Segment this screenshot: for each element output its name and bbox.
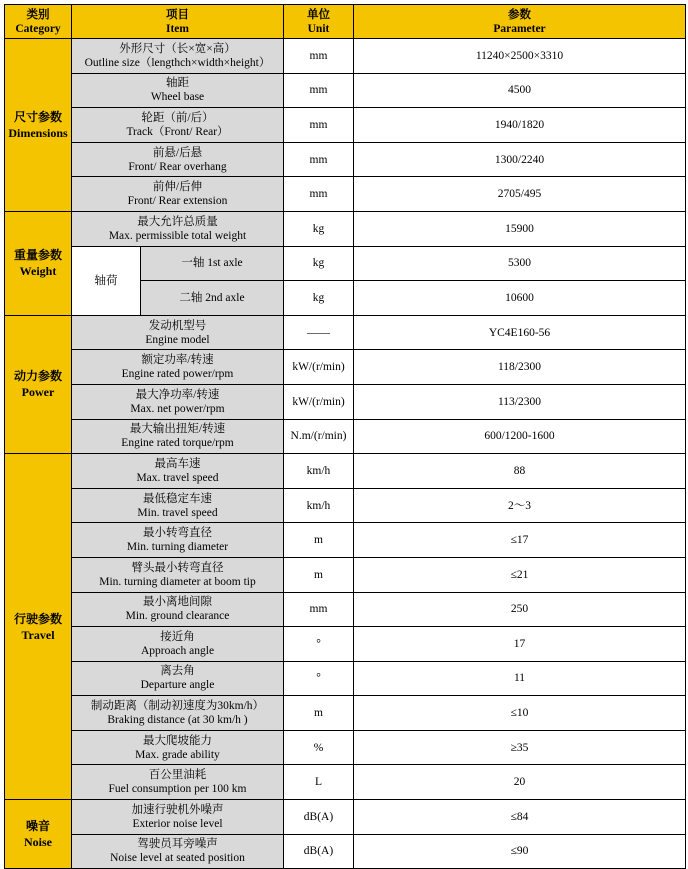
category-travel: 行驶参数 Travel: [5, 454, 72, 800]
item-cell: 轮距（前/后） Track（Front/ Rear）: [72, 108, 284, 143]
unit-cell: %: [284, 730, 354, 765]
unit-cell: km/h: [284, 454, 354, 489]
value-cell: ≤10: [354, 696, 686, 731]
value-cell: 118/2300: [354, 350, 686, 385]
value-cell: 4500: [354, 73, 686, 108]
value-cell: 1940/1820: [354, 108, 686, 143]
item-cell: 轴距 Wheel base: [72, 73, 284, 108]
value-cell: 1300/2240: [354, 142, 686, 177]
value-cell: 113/2300: [354, 384, 686, 419]
table-row: [5, 834, 686, 869]
table-row: [5, 39, 686, 74]
table-row: [5, 696, 686, 731]
table-row: [5, 419, 686, 454]
value-cell: 600/1200-1600: [354, 419, 686, 454]
unit-cell: mm: [284, 39, 354, 74]
table-row: [5, 454, 686, 489]
unit-cell: N.m/(r/min): [284, 419, 354, 454]
value-cell: 11: [354, 661, 686, 696]
table-row: [5, 730, 686, 765]
header-parameter: 参数 Parameter: [354, 5, 686, 39]
unit-cell: dB(A): [284, 834, 354, 869]
unit-cell: kg: [284, 281, 354, 316]
unit-cell: mm: [284, 592, 354, 627]
unit-cell: mm: [284, 108, 354, 143]
unit-cell: km/h: [284, 488, 354, 523]
item-cell: 最高车速 Max. travel speed: [72, 454, 284, 489]
value-cell: 15900: [354, 211, 686, 246]
axle-load-label: 轴荷: [72, 246, 141, 315]
unit-cell: mm: [284, 177, 354, 212]
item-cell: 额定功率/转速 Engine rated power/rpm: [72, 350, 284, 385]
axle-item-cell: 一轴 1st axle: [141, 246, 284, 281]
unit-cell: m: [284, 557, 354, 592]
unit-cell: L: [284, 765, 354, 800]
item-cell: 驾驶员耳旁噪声 Noise level at seated position: [72, 834, 284, 869]
value-cell: ≤90: [354, 834, 686, 869]
unit-cell: dB(A): [284, 800, 354, 835]
value-cell: YC4E160-56: [354, 315, 686, 350]
item-cell: 最大净功率/转速 Max. net power/rpm: [72, 384, 284, 419]
unit-cell: m: [284, 696, 354, 731]
table-row: [5, 488, 686, 523]
value-cell: 88: [354, 454, 686, 489]
value-cell: 5300: [354, 246, 686, 281]
header-row: [5, 5, 686, 39]
table-row: [5, 557, 686, 592]
table-row: [5, 627, 686, 662]
table-row: [5, 246, 686, 281]
table-row: [5, 800, 686, 835]
category-noise: 噪音 Noise: [5, 800, 72, 869]
unit-cell: mm: [284, 142, 354, 177]
item-cell: 前伸/后伸 Front/ Rear extension: [72, 177, 284, 212]
value-cell: 2705/495: [354, 177, 686, 212]
unit-cell: °: [284, 661, 354, 696]
axle-item-cell: 二轴 2nd axle: [141, 281, 284, 316]
value-cell: ≤84: [354, 800, 686, 835]
unit-cell: ——: [284, 315, 354, 350]
table-row: [5, 108, 686, 143]
value-cell: 11240×2500×3310: [354, 39, 686, 74]
value-cell: 250: [354, 592, 686, 627]
item-cell: 最大爬坡能力 Max. grade ability: [72, 730, 284, 765]
unit-cell: m: [284, 523, 354, 558]
unit-cell: kg: [284, 246, 354, 281]
item-cell: 臂头最小转弯直径 Min. turning diameter at boom tip: [72, 557, 284, 592]
table-row: [5, 315, 686, 350]
unit-cell: kW/(r/min): [284, 350, 354, 385]
item-cell: 制动距离（制动初速度为30km/h） Braking distance (at 30 km/h ): [72, 696, 284, 731]
table-row: [5, 523, 686, 558]
value-cell: ≥35: [354, 730, 686, 765]
unit-cell: kg: [284, 211, 354, 246]
category-power: 动力参数 Power: [5, 315, 72, 453]
spec-table: [4, 4, 686, 869]
unit-cell: mm: [284, 73, 354, 108]
item-cell: 最低稳定车速 Min. travel speed: [72, 488, 284, 523]
value-cell: 17: [354, 627, 686, 662]
item-cell: 接近角 Approach angle: [72, 627, 284, 662]
item-cell: 最小离地间隙 Min. ground clearance: [72, 592, 284, 627]
value-cell: ≤17: [354, 523, 686, 558]
value-cell: ≤21: [354, 557, 686, 592]
unit-cell: kW/(r/min): [284, 384, 354, 419]
header-item: 项目 Item: [72, 5, 284, 39]
value-cell: 10600: [354, 281, 686, 316]
item-cell: 最大输出扭矩/转速 Engine rated torque/rpm: [72, 419, 284, 454]
item-cell: 百公里油耗 Fuel consumption per 100 km: [72, 765, 284, 800]
header-category: 类别 Category: [5, 5, 72, 39]
value-cell: 2～3: [354, 488, 686, 523]
table-row: [5, 142, 686, 177]
category-dimensions: 尺寸参数 Dimensions: [5, 39, 72, 212]
table-row: [5, 384, 686, 419]
table-row: [5, 177, 686, 212]
table-row: [5, 350, 686, 385]
table-row: [5, 73, 686, 108]
item-cell: 外形尺寸（长×宽×高） Outline size（lengthch×width×height）: [72, 39, 284, 74]
item-cell: 最小转弯直径 Min. turning diameter: [72, 523, 284, 558]
table-row: [5, 211, 686, 246]
item-cell: 发动机型号 Engine model: [72, 315, 284, 350]
category-weight: 重量参数 Weight: [5, 211, 72, 315]
header-unit: 单位 Unit: [284, 5, 354, 39]
item-cell: 加速行驶机外噪声 Exterior noise level: [72, 800, 284, 835]
table-row: [5, 592, 686, 627]
table-row: [5, 661, 686, 696]
item-cell: 最大允许总质量 Max. permissible total weight: [72, 211, 284, 246]
item-cell: 前悬/后悬 Front/ Rear overhang: [72, 142, 284, 177]
unit-cell: °: [284, 627, 354, 662]
item-cell: 离去角 Departure angle: [72, 661, 284, 696]
value-cell: 20: [354, 765, 686, 800]
table-row: [5, 765, 686, 800]
